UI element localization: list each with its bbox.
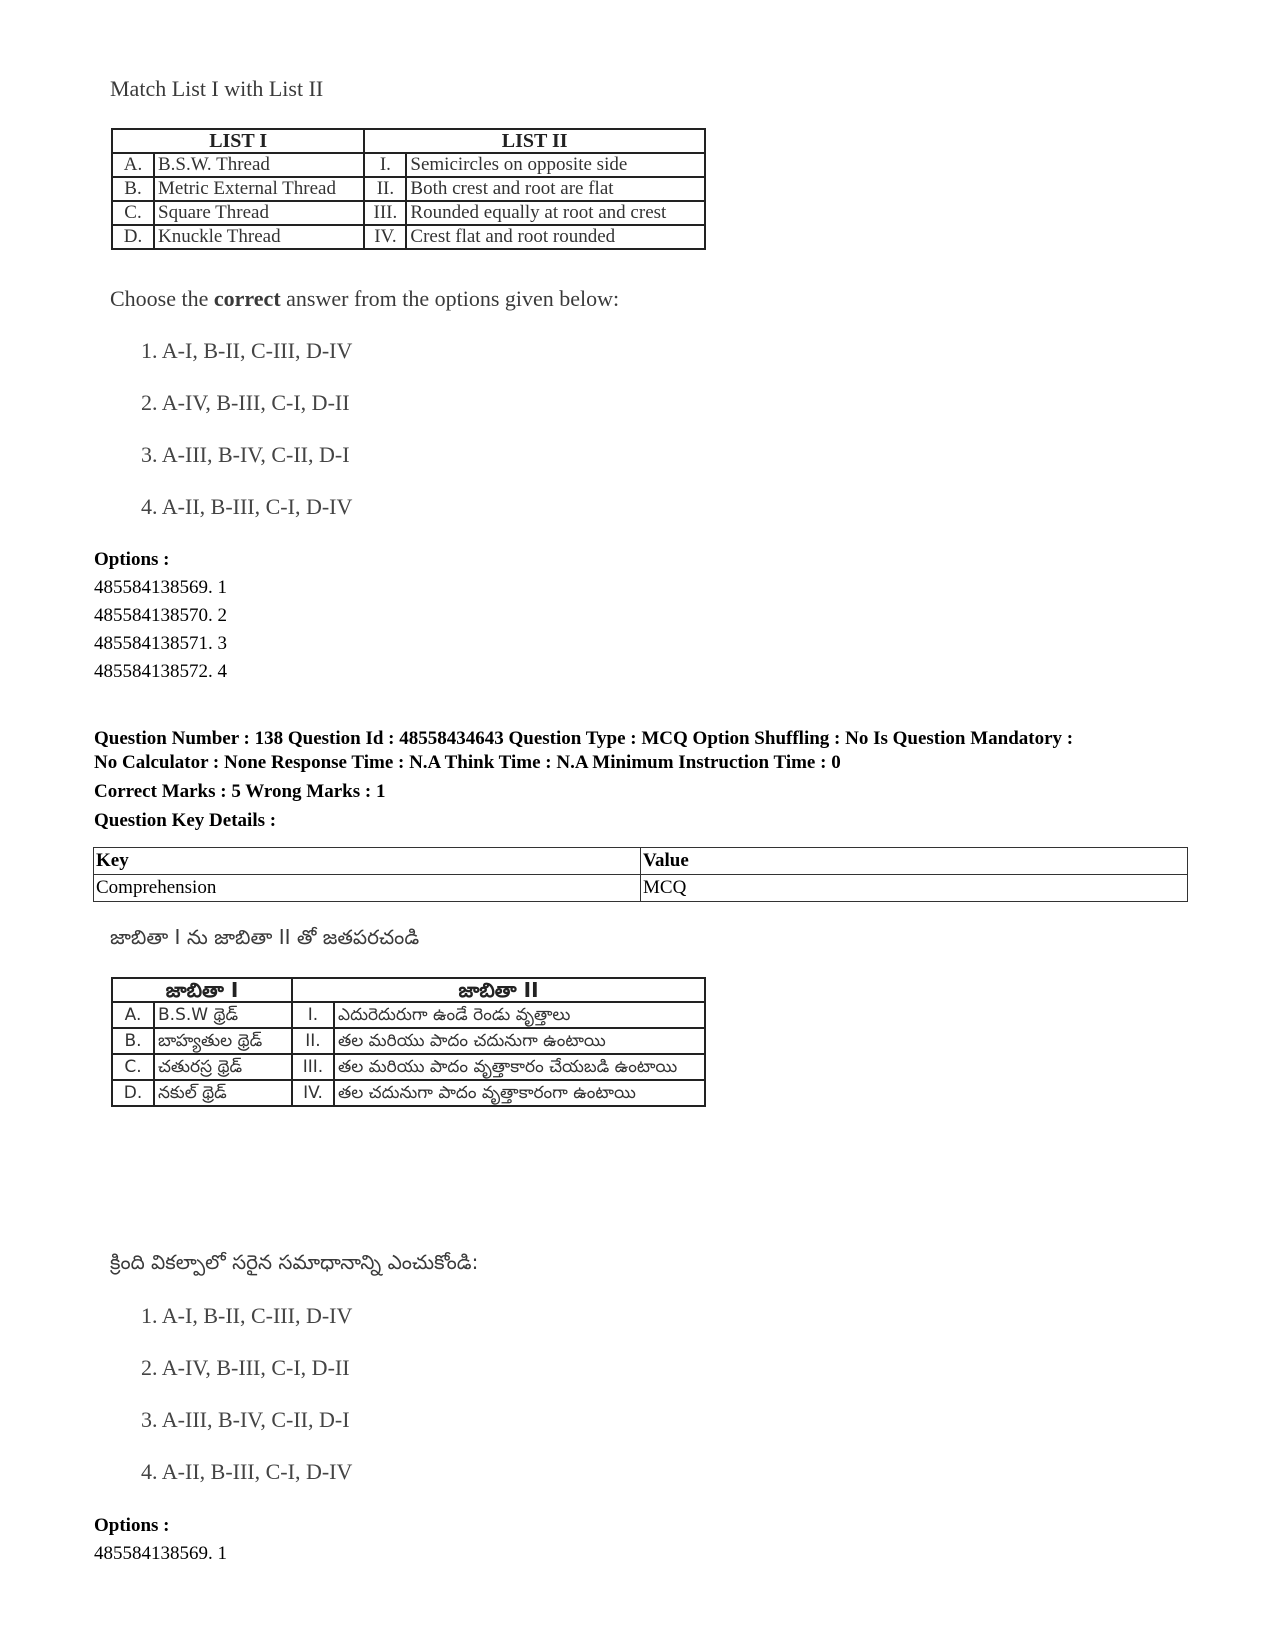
q2-row-numeral: I. [292, 1002, 334, 1028]
q1-match-row [112, 177, 705, 201]
q2-match-row [112, 1002, 705, 1028]
q1-choose-post: answer from the options given below: [280, 286, 620, 311]
q2-row-list2: తల మరియు పాదం చదునుగా ఉంటాయి [334, 1028, 705, 1054]
q2-row-letter: A. [112, 1002, 154, 1028]
q2-row-list2: ఎదురెదురుగా ఉండే రెండు వృత్తాలు [334, 1002, 705, 1028]
q2-key-header-key: Key [94, 848, 641, 875]
q1-list2-header: LIST II [364, 129, 705, 153]
q1-row-list1: Metric External Thread [154, 177, 364, 201]
q2-row-list1: చతురస్ర థ్రెడ్ [154, 1054, 292, 1080]
q2-choice: 2. A-IV, B-III, C-I, D-II [141, 1355, 350, 1380]
q1-match-row [112, 201, 705, 225]
q1-row-numeral: I. [364, 153, 406, 177]
q1-row-letter: C. [112, 201, 154, 225]
q1-choose-bold: correct [213, 286, 281, 311]
q1-row-letter: D. [112, 225, 154, 249]
q1-choose-instruction [110, 286, 619, 312]
q1-stem: Match List I with List II [110, 76, 324, 101]
q1-choose-pre: Choose the [110, 286, 214, 311]
q1-choice: 1. A-I, B-II, C-III, D-IV [141, 338, 353, 363]
q1-row-numeral: II. [364, 177, 406, 201]
q2-match-row [112, 1080, 705, 1106]
q2-row-list2: తల చదునుగా పాదం వృత్తాకారంగా ఉంటాయి [334, 1080, 705, 1106]
q1-match-table [111, 128, 706, 250]
q2-value-cell: MCQ [641, 875, 1188, 902]
q1-row-letter: A. [112, 153, 154, 177]
q1-options-label: Options : [94, 549, 170, 570]
q1-row-letter: B. [112, 177, 154, 201]
q1-row-list1: Knuckle Thread [154, 225, 364, 249]
q2-key-header [94, 848, 1188, 875]
q2-key-label: Question Key Details : [94, 810, 277, 831]
q2-row-list1: నకుల్ థ్రెడ్ [154, 1080, 292, 1106]
q2-options-label: Options : [94, 1515, 170, 1536]
q1-choice: 4. A-II, B-III, C-I, D-IV [141, 494, 353, 519]
q2-key-header-value: Value [641, 848, 1188, 875]
q1-row-list2: Crest flat and root rounded [406, 225, 705, 249]
q2-choice: 1. A-I, B-II, C-III, D-IV [141, 1303, 353, 1328]
q2-row-list1: బాహ్యతుల థ్రెడ్ [154, 1028, 292, 1054]
q2-list1-header: జాబితా I [112, 978, 292, 1002]
q1-option: 485584138570. 2 [94, 605, 227, 626]
q2-match-table [111, 977, 706, 1107]
q2-row-letter: D. [112, 1080, 154, 1106]
q1-match-header [112, 129, 705, 153]
q2-row-list1: B.S.W థ్రెడ్ [154, 1002, 292, 1028]
q2-row-letter: B. [112, 1028, 154, 1054]
q2-meta-line2: No Calculator : None Response Time : N.A Think Time : N.A Minimum Instruction Time : 0 [94, 752, 841, 773]
q1-row-list2: Both crest and root are flat [406, 177, 705, 201]
q2-stem: జాబితా I ను జాబితా II తో జతపరచండి [110, 925, 420, 949]
q1-row-numeral: III. [364, 201, 406, 225]
q2-list2-header: జాబితా II [292, 978, 705, 1002]
q2-match-header [112, 978, 705, 1002]
q2-key-cell: Comprehension [94, 875, 641, 902]
q2-row-letter: C. [112, 1054, 154, 1080]
q1-choice: 3. A-III, B-IV, C-II, D-I [141, 442, 350, 467]
q2-row-list2: తల మరియు పాదం వృత్తాకారం చేయబడి ఉంటాయి [334, 1054, 705, 1080]
q2-match-row [112, 1028, 705, 1054]
q1-option: 485584138571. 3 [94, 633, 227, 654]
q2-row-numeral: II. [292, 1028, 334, 1054]
q2-key-table [93, 847, 1188, 902]
q1-row-list2: Semicircles on opposite side [406, 153, 705, 177]
q2-row-numeral: III. [292, 1054, 334, 1080]
q2-match-row [112, 1054, 705, 1080]
q2-choose-instruction: క్రింది వికల్పాలో సరైన సమాధానాన్ని ఎంచుకోండి: [110, 1250, 479, 1274]
q1-option: 485584138572. 4 [94, 661, 227, 682]
q2-marks: Correct Marks : 5 Wrong Marks : 1 [94, 781, 386, 802]
q2-option: 485584138569. 1 [94, 1543, 227, 1564]
q1-row-list1: B.S.W. Thread [154, 153, 364, 177]
q2-key-row [94, 875, 1188, 902]
q1-match-row [112, 225, 705, 249]
q1-row-list1: Square Thread [154, 201, 364, 225]
q1-option: 485584138569. 1 [94, 577, 227, 598]
q2-row-numeral: IV. [292, 1080, 334, 1106]
q2-choice: 3. A-III, B-IV, C-II, D-I [141, 1407, 350, 1432]
q1-list1-header: LIST I [112, 129, 364, 153]
q1-choice: 2. A-IV, B-III, C-I, D-II [141, 390, 350, 415]
q1-match-row [112, 153, 705, 177]
q1-row-list2: Rounded equally at root and crest [406, 201, 705, 225]
q2-choice: 4. A-II, B-III, C-I, D-IV [141, 1459, 353, 1484]
q1-row-numeral: IV. [364, 225, 406, 249]
q2-meta-line1: Question Number : 138 Question Id : 48558434643 Question Type : MCQ Option Shuffling : No Is Question Mandatory : [94, 728, 1074, 749]
